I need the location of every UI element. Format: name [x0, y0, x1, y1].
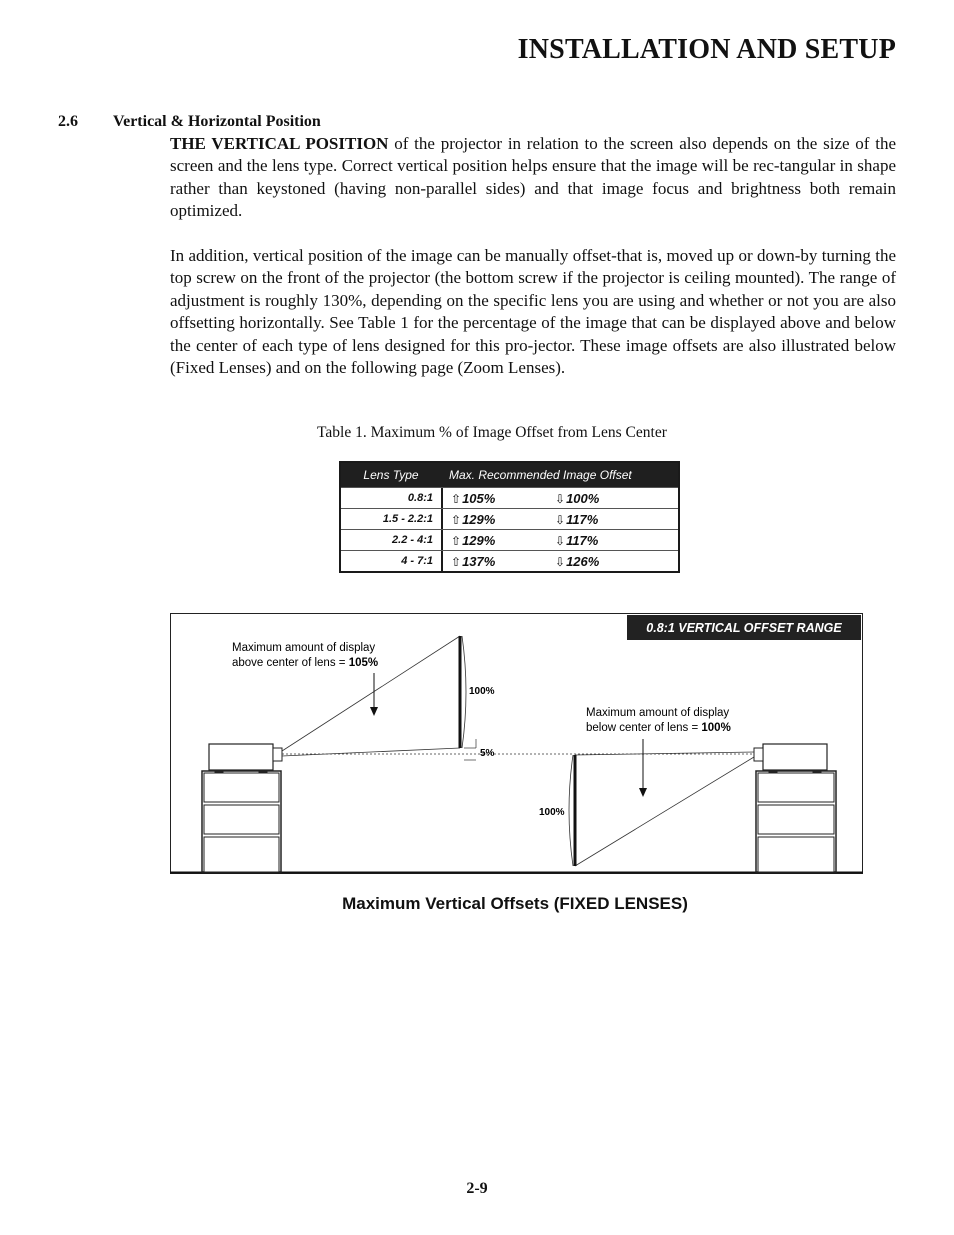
offset-down-cell: ⇩126%	[555, 553, 600, 569]
arrow-up-icon: ⇧	[451, 554, 462, 569]
below-label-line1: Maximum amount of display	[586, 707, 730, 719]
figure-caption: Maximum Vertical Offsets (FIXED LENSES)	[342, 894, 688, 913]
section-title: Vertical & Horizontal Position	[113, 113, 321, 130]
offset-down-cell: ⇩100%	[555, 490, 600, 506]
arrow-down-icon: ⇩	[555, 533, 566, 548]
table-row	[341, 550, 678, 571]
page-number: 2-9	[466, 1180, 488, 1197]
arrow-up-icon: ⇧	[451, 533, 462, 548]
above-label-line1: Maximum amount of display	[232, 642, 376, 654]
table-caption: Table 1. Maximum % of Image Offset from Lens Center	[317, 424, 667, 441]
paragraph-vertical-position	[170, 133, 896, 223]
above-label-line2: above center of lens = 105%	[232, 657, 379, 669]
header-lens-type: Lens Type	[363, 468, 419, 482]
paragraph-body: of the projector in relation to the screen also depends on the size of the screen and the lens type. Correct vertical position helps ensure that the image will be rec-tangular in shape rather than keystoned (having non-parallel sides) and that image focus and brightness both remain optimized.	[170, 134, 896, 221]
table-row	[341, 529, 678, 550]
offset-up-cell: ⇧129%	[451, 532, 496, 548]
upper-screen-percent: 100%	[469, 686, 495, 697]
header-max-offset: Max. Recommended Image Offset	[449, 468, 632, 482]
lower-screen-percent: 100%	[539, 807, 565, 818]
range-banner-text: 0.8:1 VERTICAL OFFSET RANGE	[646, 621, 842, 635]
right-projector	[754, 744, 827, 772]
table-row	[341, 487, 678, 508]
offset-table	[339, 461, 680, 573]
lens-type-cell: 2.2 - 4:1	[341, 530, 443, 550]
lens-type-cell: 0.8:1	[341, 488, 443, 508]
offset-up-cell: ⇧105%	[451, 490, 496, 506]
left-cabinet	[202, 771, 281, 872]
offset-up-cell: ⇧137%	[451, 553, 496, 569]
arrow-down-icon: ⇩	[555, 491, 566, 506]
vertical-offset-diagram	[170, 613, 863, 874]
arrow-down-icon: ⇩	[555, 554, 566, 569]
left-projector	[209, 744, 282, 772]
paragraph-offset: In addition, vertical position of the image can be manually offset-that is, moved up or down-by turning the top screw on the front of the projector (the bottom screw if the projector is ceiling mounted). The range of adjustment is roughly 130%, depending on the specific lens you are using and whether or not you are also offsetting horizontally. See Table 1 for the percentage of the image that can be displayed above and below the center of each type of lens designed for this pro-jector. These image offsets are also illustrated below (Fixed Lenses) and on the following page (Zoom Lenses).	[170, 246, 896, 378]
arrow-down-icon: ⇩	[555, 512, 566, 527]
table-header	[341, 463, 678, 487]
below-label-line2: below center of lens = 100%	[586, 722, 731, 734]
section-number: 2.6	[58, 113, 78, 130]
paragraph-lead: THE VERTICAL POSITION	[170, 134, 389, 153]
offset-percent: 5%	[480, 748, 495, 759]
offset-up-cell: ⇧129%	[451, 511, 496, 527]
arrow-up-icon: ⇧	[451, 491, 462, 506]
right-cabinet	[756, 771, 836, 872]
arrow-up-icon: ⇧	[451, 512, 462, 527]
page-title: INSTALLATION AND SETUP	[517, 34, 896, 65]
lens-type-cell: 4 - 7:1	[341, 551, 443, 571]
offset-down-cell: ⇩117%	[555, 532, 599, 548]
lens-type-cell: 1.5 - 2.2:1	[341, 509, 443, 529]
offset-down-cell: ⇩117%	[555, 511, 599, 527]
table-row	[341, 508, 678, 529]
